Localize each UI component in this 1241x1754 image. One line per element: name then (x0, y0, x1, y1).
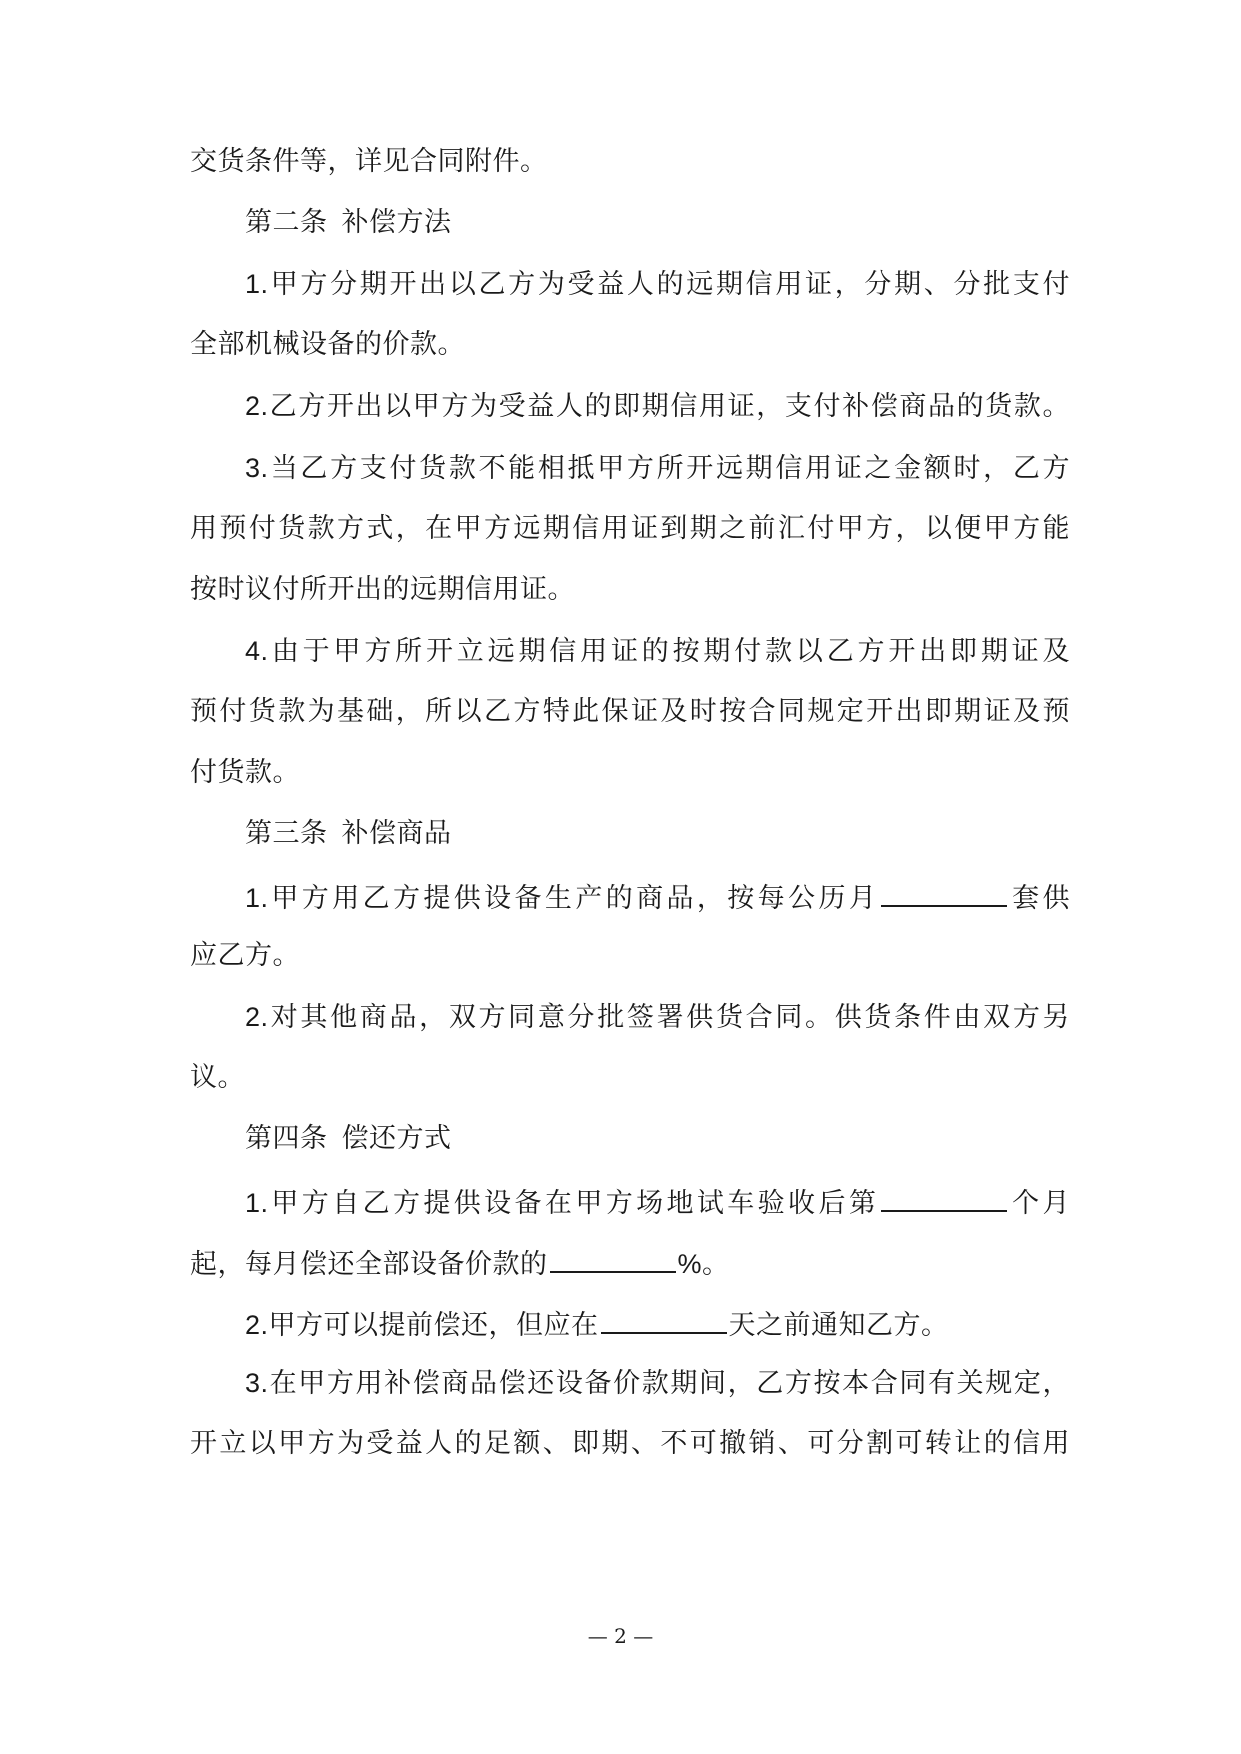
clause-4-3: 3.在甲方用补偿商品偿还设备价款期间，乙方按本合同有关规定， (245, 1368, 1070, 1399)
text-line: 全部机械设备的价款。 (190, 329, 465, 360)
page-number: — 2 — (587, 1624, 654, 1648)
clause-4-2: 2.甲方可以提前偿还，但应在 天之前通知乙方。 (245, 1302, 1070, 1342)
text-line: 应乙方。 (190, 940, 300, 971)
clause-2-3: 3.当乙方支付货款不能相抵甲方所开远期信用证之金额时，乙方 (245, 453, 1070, 484)
text-line: 用预付货款方式，在甲方远期信用证到期之前汇付甲方，以便甲方能 (190, 513, 1070, 544)
clause-4-1: 1.甲方自乙方提供设备在甲方场地试车验收后第 个月 (245, 1180, 1070, 1220)
fill-in-blank[interactable] (881, 875, 1007, 907)
text-line: 付货款。 (190, 757, 300, 788)
fill-in-blank[interactable] (601, 1302, 727, 1334)
text-line: 交货条件等，详见合同附件。 (190, 146, 548, 177)
fill-in-blank[interactable] (881, 1180, 1007, 1212)
text-line: 议。 (190, 1062, 245, 1093)
fill-in-blank[interactable] (550, 1241, 676, 1273)
section-heading-4: 第四条 偿还方式 (245, 1123, 452, 1154)
clause-2-4: 4.由于甲方所开立远期信用证的按期付款以乙方开出即期证及 (245, 636, 1070, 667)
section-heading-3: 第三条 补偿商品 (245, 818, 452, 849)
text-line: 开立以甲方为受益人的足额、即期、不可撤销、可分割可转让的信用 (190, 1428, 1070, 1459)
text-line: 预付货款为基础，所以乙方特此保证及时按合同规定开出即期证及预 (190, 696, 1070, 727)
clause-2-2: 2.乙方开出以甲方为受益人的即期信用证，支付补偿商品的货款。 (245, 391, 1070, 422)
text-line: 按时议付所开出的远期信用证。 (190, 574, 575, 605)
section-heading-2: 第二条 补偿方法 (245, 207, 452, 238)
clause-3-2: 2.对其他商品，双方同意分批签署供货合同。供货条件由双方另 (245, 1002, 1070, 1033)
clause-2-1: 1.甲方分期开出以乙方为受益人的远期信用证，分期、分批支付 (245, 269, 1070, 300)
text-line: 起，每月偿还全部设备价款的 %。 (190, 1241, 1070, 1281)
clause-3-1: 1.甲方用乙方提供设备生产的商品，按每公历月 套供 (245, 875, 1070, 915)
